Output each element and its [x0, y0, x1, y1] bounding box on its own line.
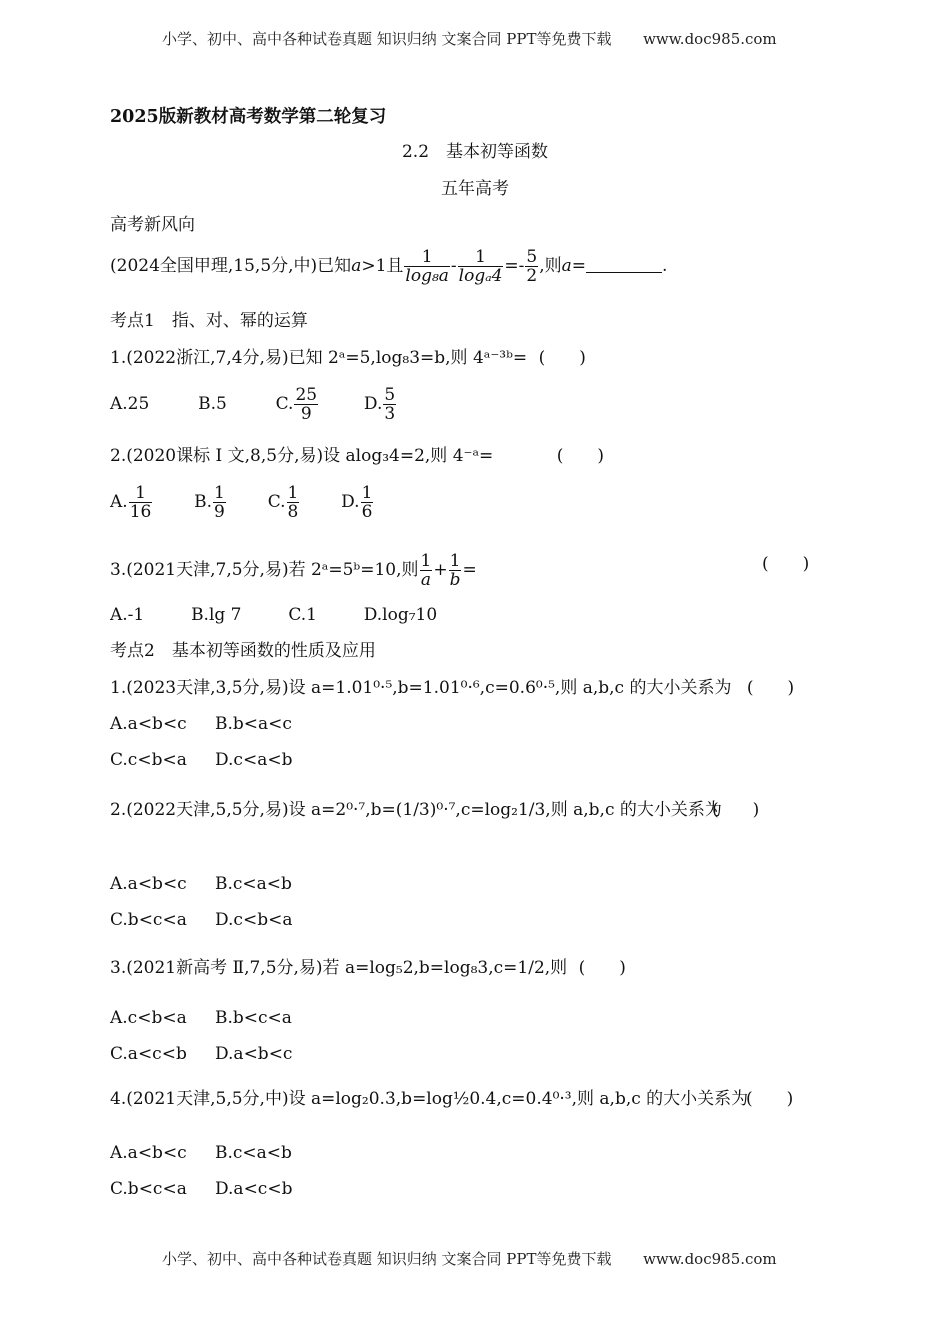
option-a[interactable]: A.25	[110, 394, 150, 414]
answer-paren[interactable]: ( )	[538, 348, 586, 368]
option-a[interactable]: A.a<b<c	[110, 1143, 187, 1163]
kp2-title: 考点2 基本初等函数的性质及应用	[110, 641, 376, 661]
option-d[interactable]: D. $\frac{5}{3}$	[363, 385, 396, 424]
kp2-q4-options-row1	[110, 1141, 292, 1165]
option-c[interactable]: C.c<b<a	[110, 750, 187, 770]
kp2-q3-options-row1	[110, 1006, 292, 1030]
kp2-q2-options-row2	[110, 908, 292, 932]
option-a[interactable]: A.a<b<c	[110, 874, 187, 894]
option-c[interactable]: C.b<c<a	[110, 1179, 187, 1199]
option-c[interactable]: C.b<c<a	[110, 910, 187, 930]
option-c[interactable]: C. $\frac{25}{9}$	[275, 385, 318, 424]
trend-q-prefix: (2024全国甲理,15,5分,中)已知	[110, 256, 352, 276]
question-text: 4.(2021天津,5,5分,中)设 a=log₂0.3,b=log½0.4,c=0.4⁰·³,则 a,b,c 的大小关系为	[110, 1089, 749, 1109]
option-b[interactable]: B.c<a<b	[215, 874, 292, 894]
kp1-q2	[110, 444, 604, 468]
option-b[interactable]: B.b<c<a	[215, 1008, 292, 1028]
question-text: 1.(2023天津,3,5分,易)设 a=1.01⁰·⁵,b=1.01⁰·⁶,c=0.6⁰·⁵,则 a,b,c 的大小关系为	[110, 678, 732, 698]
kp1-q3-options	[110, 603, 437, 627]
answer-paren[interactable]: ( )	[556, 446, 604, 466]
kp2-q2-paren[interactable]: ( )	[712, 800, 760, 820]
trend-question: (2024全国甲理,15,5分,中)已知a>1且 $\frac{1}{\text{log₈a}}$ - $\frac{1}{\text{logₐ4}}$ =- $\frac{5}{2}$ ,则a= .	[110, 247, 668, 286]
option-b[interactable]: B.lg 7	[191, 605, 242, 625]
fraction: $\frac{1}{\text{log₈a}}$	[405, 247, 449, 286]
question-text: 3.(2021天津,7,5分,易)若 2ᵃ=5ᵇ=10,则	[110, 560, 419, 580]
option-c[interactable]: C.a<c<b	[110, 1044, 187, 1064]
kp1-q2-options	[110, 484, 374, 521]
kp2-q2-options-row1	[110, 872, 292, 896]
kp2-q1-options-row1	[110, 712, 292, 736]
kp2-q4	[110, 1087, 748, 1111]
kp1-q3-paren[interactable]: ( )	[762, 554, 810, 574]
kp1-q3: 3.(2021天津,7,5分,易)若 2ᵃ=5ᵇ=10,则 $\frac{1}{a}$ + $\frac{1}{b}$ =	[110, 551, 477, 590]
kp2-q1-options-row2	[110, 748, 292, 772]
option-b[interactable]: B.c<a<b	[215, 1143, 292, 1163]
kp1-q1-options	[110, 386, 397, 423]
footer-text: 小学、初中、高中各种试卷真题 知识归纳 文案合同 PPT等免费下载	[162, 1250, 612, 1268]
kp1-title: 考点1 指、对、幂的运算	[110, 311, 308, 331]
fraction: $\frac{5}{2}$	[526, 247, 538, 286]
footer-url[interactable]: www.doc985.com	[643, 1250, 777, 1268]
kp2-q3	[110, 956, 626, 980]
kp2-q1	[110, 676, 794, 700]
doc-title: 2025版新教材高考数学第二轮复习	[110, 107, 387, 127]
question-text: 2.(2020课标 Ⅰ 文,8,5分,易)设 alog₃4=2,则 4⁻ᵃ=	[110, 446, 494, 466]
page-footer	[162, 1248, 777, 1269]
option-d[interactable]: D.c<b<a	[215, 910, 293, 930]
new-trend-label: 高考新风向	[110, 215, 195, 235]
kp2-q4-options-row2	[110, 1177, 292, 1201]
answer-paren[interactable]: ( )	[746, 678, 795, 698]
option-c[interactable]: C.1	[288, 605, 317, 625]
option-d[interactable]: D.a<c<b	[215, 1179, 293, 1199]
subsection-title: 五年高考	[441, 179, 509, 199]
question-text: 1.(2022浙江,7,4分,易)已知 2ᵃ=5,log₈3=b,则 4ᵃ⁻³ᵇ=	[110, 348, 528, 368]
option-d[interactable]: D.a<b<c	[215, 1044, 293, 1064]
option-b[interactable]: B. $\frac{1}{9}$	[194, 483, 225, 522]
fraction: $\frac{1}{\text{logₐ4}}$	[458, 247, 503, 286]
kp1-q1	[110, 346, 586, 370]
question-text: 2.(2022天津,5,5分,易)设 a=2⁰·⁷,b=(1/3)⁰·⁷,c=log₂1/3,则 a,b,c 的大小关系为	[110, 800, 722, 820]
header-text: 小学、初中、高中各种试卷真题 知识归纳 文案合同 PPT等免费下载	[162, 30, 612, 48]
option-d[interactable]: D. $\frac{1}{6}$	[341, 483, 373, 522]
trend-q-cond: >1且	[361, 256, 404, 276]
question-text: 3.(2021新高考 Ⅱ,7,5分,易)若 a=log₅2,b=log₈3,c=1/2,则	[110, 958, 568, 978]
section-title: 2.2 基本初等函数	[401, 142, 549, 162]
answer-paren[interactable]: ( )	[578, 958, 626, 978]
option-d[interactable]: D.log₇10	[363, 605, 438, 625]
header-url[interactable]: www.doc985.com	[643, 30, 777, 48]
page-header	[162, 28, 777, 49]
answer-blank[interactable]	[586, 256, 662, 273]
option-d[interactable]: D.c<a<b	[215, 750, 293, 770]
option-b[interactable]: B.b<a<c	[215, 714, 292, 734]
option-a[interactable]: A.c<b<a	[110, 1008, 187, 1028]
kp2-q4-paren[interactable]: ( )	[746, 1089, 794, 1109]
option-b[interactable]: B.5	[198, 394, 227, 414]
option-c[interactable]: C. $\frac{1}{8}$	[267, 483, 299, 522]
kp2-q3-options-row2	[110, 1042, 292, 1066]
kp2-q2	[110, 798, 722, 822]
option-a[interactable]: A.-1	[110, 605, 145, 625]
option-a[interactable]: A.a<b<c	[110, 714, 187, 734]
option-a[interactable]: A. $\frac{1}{16}$	[110, 483, 152, 522]
